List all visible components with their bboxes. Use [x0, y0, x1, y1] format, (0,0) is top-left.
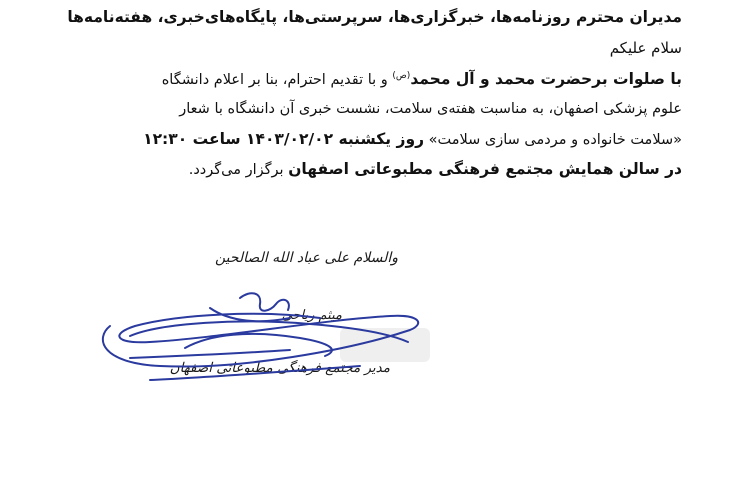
signer-name: میثم ریاحی — [281, 308, 342, 323]
handwritten-signature-scribble — [90, 238, 430, 398]
venue-text: در سالن همایش مجتمع فرهنگی مطبوعاتی اصفهان — [288, 160, 682, 178]
body-line-1-rest: و با تقدیم احترام، بنا بر اعلام دانشگاه — [161, 72, 393, 88]
body-line-1 — [62, 64, 682, 94]
letter-body — [62, 2, 682, 184]
date-time-text: روز یکشنبه ۱۴۰۳/۰۲/۰۲ ساعت ۱۲:۳۰ — [143, 130, 424, 148]
salawat-text: با صلوات برحضرت محمد و آل محمد — [410, 70, 682, 88]
body-line-4 — [62, 154, 682, 184]
greeting: سلام علیکم — [609, 39, 682, 57]
body-line-3 — [62, 124, 682, 154]
slogan-text: «سلامت خانواده و مردمی سازی سلامت» — [424, 132, 682, 148]
salawat-superscript: (ص) — [392, 71, 411, 82]
body-line-4-rest: برگزار می‌گردد. — [188, 162, 289, 178]
body-line-2: علوم پزشکی اصفهان، به مناسبت هفته‌ی سلامت، نشست خبری آن دانشگاه با شعار — [179, 101, 682, 117]
signature-block — [90, 238, 430, 398]
signer-title: مدیر مجتمع فرهنگی مطبوعاتی اصفهان — [169, 360, 390, 376]
recipients-line: مدیران محترم روزنامه‌ها، خبرگزاری‌ها، سرپرستی‌ها، پایگاه‌های‌خبری، هفته‌نامه‌ها — [67, 8, 682, 26]
closing-phrase: والسلام علی عباد الله الصالحین — [214, 250, 398, 266]
